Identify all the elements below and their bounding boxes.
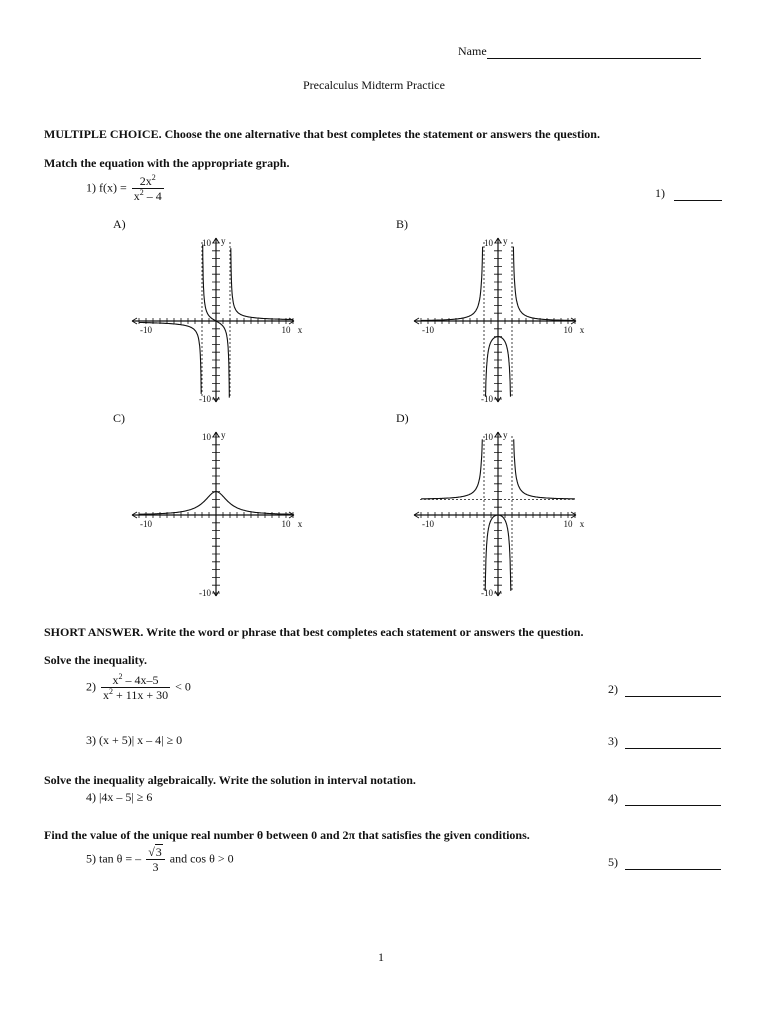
x-max-label: 10: [281, 325, 291, 335]
graph-a: [128, 234, 304, 406]
x-min-label: -10: [140, 325, 152, 335]
question-4: [86, 790, 152, 805]
answer-5-label: 5): [608, 855, 618, 869]
q2-rhs: < 0: [175, 679, 191, 694]
curve-right: [513, 247, 575, 321]
graph-d: [410, 428, 586, 600]
answer-1: [655, 186, 722, 201]
x-axis-var: x: [579, 519, 585, 529]
question-1: [86, 174, 166, 203]
page-title: Precalculus Midterm Practice: [303, 78, 445, 92]
page-number: 1: [378, 950, 384, 964]
y-min-label: -10: [481, 588, 493, 598]
sa-heading: SHORT ANSWER. Write the word or phrase that best completes each statement or answers the question.: [44, 625, 584, 639]
y-axis-var: y: [221, 236, 226, 246]
graph-b: [410, 234, 586, 406]
sa-instruction-2: Solve the inequality algebraically. Write the solution in interval notation.: [44, 773, 416, 787]
q2-number: 2): [86, 679, 96, 694]
graph-d-label: D): [396, 411, 409, 425]
graph-c: [128, 428, 304, 600]
q5-rhs: and cos θ > 0: [169, 851, 234, 866]
question-2: [86, 673, 191, 702]
x-min-label: -10: [140, 519, 152, 529]
answer-2-field[interactable]: [625, 684, 721, 697]
x-axis-var: x: [297, 519, 303, 529]
answer-3-field[interactable]: [625, 736, 721, 749]
question-3: [86, 733, 182, 748]
q5-fraction: $\frac{√3}{3}$: [146, 845, 165, 874]
q4-number: 4): [86, 790, 96, 804]
q5-lhs: tan θ = –: [99, 851, 142, 866]
mc-instruction: Match the equation with the appropriate graph.: [44, 156, 290, 170]
x-max-label: 10: [563, 519, 573, 529]
answer-4-label: 4): [608, 791, 618, 805]
name-label: Name: [458, 44, 487, 58]
y-axis-var: y: [221, 430, 226, 440]
curve-right: [231, 248, 293, 319]
y-axis-var: y: [503, 236, 508, 246]
q3-number: 3): [86, 733, 96, 747]
name-field[interactable]: [487, 46, 701, 59]
y-min-label: -10: [481, 394, 493, 404]
x-axis-var: x: [297, 325, 303, 335]
x-min-label: -10: [422, 519, 434, 529]
q1-fraction: $\frac{2x^2}{x^2 - 4}$: [133, 173, 162, 203]
sa-instruction-3: Find the value of the unique real number θ between 0 and 2π that satisfies the given conditions.: [44, 828, 530, 842]
x-min-label: -10: [422, 325, 434, 335]
q1-number: 1): [86, 180, 96, 195]
q4-text: |4x – 5| ≥ 6: [99, 790, 153, 804]
graph-b-label: B): [396, 217, 408, 231]
x-max-label: 10: [563, 325, 573, 335]
y-max-label: 10: [484, 432, 493, 442]
answer-4: [608, 791, 721, 806]
answer-4-field[interactable]: [625, 793, 721, 806]
graph-c-label: C): [113, 411, 125, 425]
question-5: [86, 845, 234, 874]
curve-left: [421, 439, 482, 499]
answer-5-field[interactable]: [625, 857, 721, 870]
y-min-label: -10: [199, 394, 211, 404]
x-max-label: 10: [281, 519, 291, 529]
y-min-label: -10: [199, 588, 211, 598]
q1-lhs: f(x) =: [99, 180, 127, 195]
y-axis-var: y: [503, 430, 508, 440]
name-line: [458, 44, 701, 59]
x-axis-var: x: [579, 325, 585, 335]
answer-3: [608, 734, 721, 749]
graph-a-label: A): [113, 217, 126, 231]
y-max-label: 10: [484, 238, 493, 248]
q3-text-a: (x + 5): [99, 733, 132, 747]
answer-1-field[interactable]: [674, 188, 722, 201]
answer-3-label: 3): [608, 734, 618, 748]
curve-right: [514, 439, 575, 499]
answer-5: [608, 855, 721, 870]
curve-left: [421, 247, 483, 321]
answer-1-label: 1): [655, 186, 665, 200]
answer-2-label: 2): [608, 682, 618, 696]
y-max-label: 10: [202, 432, 211, 442]
q5-number: 5): [86, 851, 96, 866]
sa-instruction-1: Solve the inequality.: [44, 653, 148, 667]
answer-2: [608, 682, 721, 697]
q2-fraction: $\frac{x^2 - 4x-5}{x^2 + 11x + 30}$: [103, 672, 169, 702]
q3-text-b: | x – 4| ≥ 0: [131, 733, 183, 747]
mc-heading: MULTIPLE CHOICE. Choose the one alternative that best completes the statement or answers the question.: [44, 127, 600, 141]
y-max-label: 10: [202, 238, 211, 248]
